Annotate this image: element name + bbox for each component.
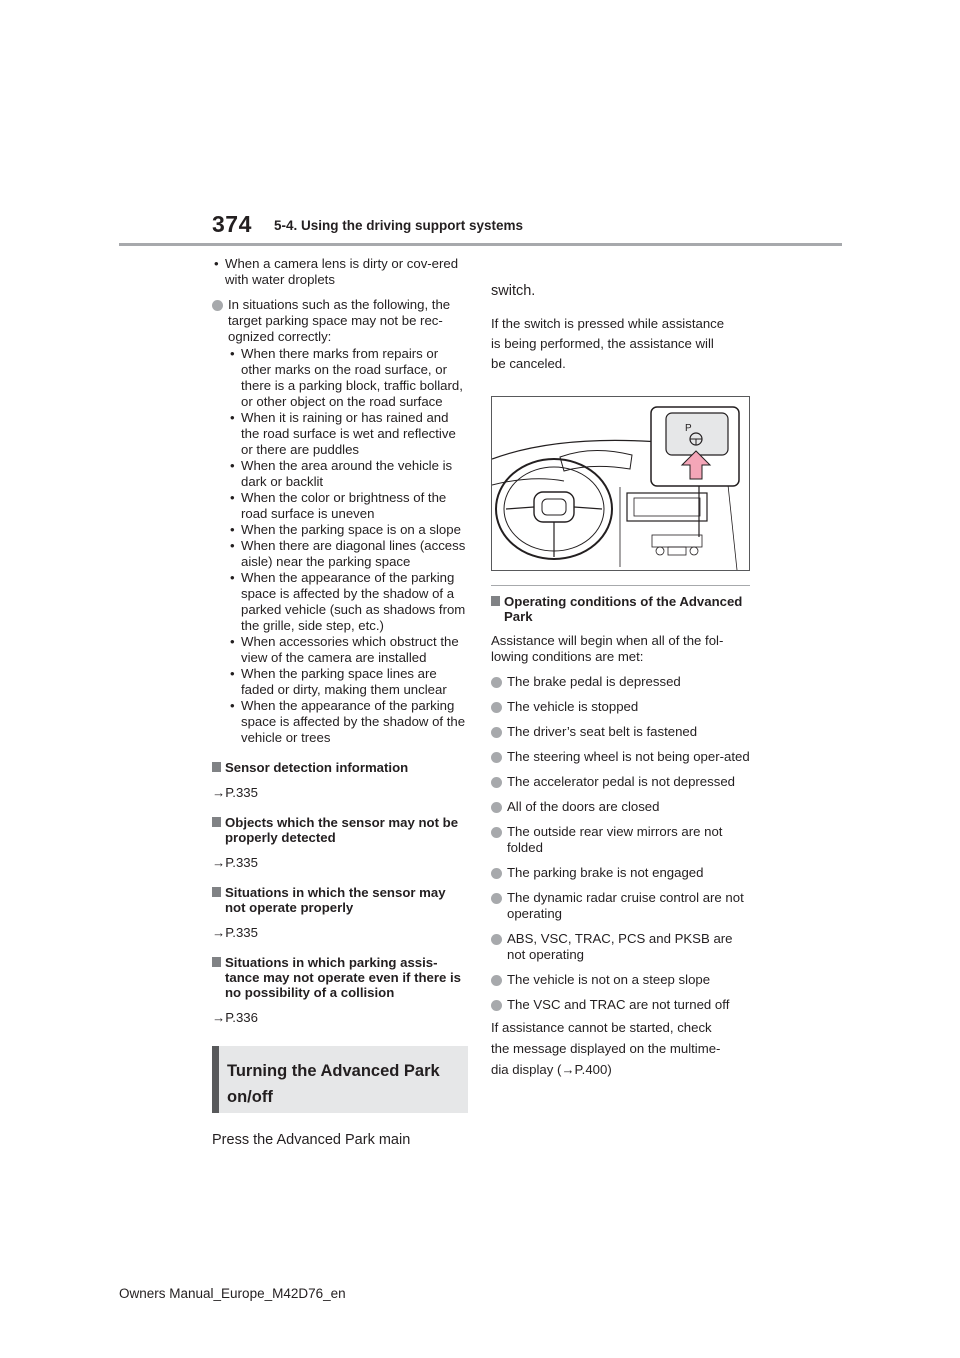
page-number: 374 [212,211,252,237]
press-instruction: Press the Advanced Park main [212,1132,411,1148]
header-rule [119,243,842,246]
page-reference-link[interactable]: →P.335 [212,925,258,940]
switch-label: P [685,422,692,434]
closing-note: If assistance cannot be started, check the message displayed on the multime- dia display (→P.400) [491,1019,721,1077]
section-heading: Sensor detection information [212,760,468,775]
section-title: 5-4. Using the driving support systems [274,218,524,233]
square-marker-icon [212,957,221,967]
page-reference-link[interactable]: →P.335 [212,855,258,870]
switch-text: switch. [491,283,536,299]
list-item: • When there marks from repairs or other marks on the road surface, or there is a parking block, traffic bollard, or other object on the road surface [228,346,468,410]
right-column [491,282,750,1080]
list-item: • When the parking space is on a slope [228,522,468,538]
sub-list [228,346,468,746]
bullet-dot-icon [491,727,502,738]
section-heading: Situations in which the sensor may not operate properly [212,885,468,915]
left-column [212,256,468,1151]
list-item: • When there are diagonal lines (access aisle) near the parking space [228,538,468,570]
list-item: • When the area around the vehicle is dark or backlit [228,458,468,490]
square-marker-icon [212,887,221,897]
page-reference-link[interactable]: →P.336 [212,1010,258,1025]
list-item: • When it is raining or has rained and the road surface is wet and reflective or there are puddles [228,410,468,458]
bullet-item: All of the doors are closed [491,799,750,815]
bullet-item: The parking brake is not engaged [491,865,750,881]
bullet-dot-icon [491,752,502,763]
bullet-item: The brake pedal is depressed [491,674,750,690]
section-heading: Situations in which parking assis-tance may not operate even if there is no possibility of a collision [212,955,468,1000]
bullet-dot-icon [491,827,502,838]
bullet-dot-icon [212,300,223,311]
bullet-item: ABS, VSC, TRAC, PCS and PKSB are not operating [491,931,750,963]
list-item: • When the appearance of the parking space is affected by the shadow of the vehicle or trees [228,698,468,746]
bullet-item: The vehicle is stopped [491,699,750,715]
bullet-item: The vehicle is not on a steep slope [491,972,750,988]
bullet-item: The dynamic radar cruise control are not operating [491,890,750,922]
square-marker-icon [491,596,500,606]
cancel-note: If the switch is pressed while assistance is being performed, the assistance will be canceled. [491,315,725,371]
figure-rule [491,585,750,586]
bullet-dot-icon [491,868,502,879]
section-heading: Objects which the sensor may not be properly detected [212,815,468,845]
dashboard-illustration-svg [492,397,749,570]
bullet-dot-icon [491,777,502,788]
bullet-item: The accelerator pedal is not depressed [491,774,750,790]
page-reference-link[interactable]: →P.335 [212,785,258,800]
bullet-dot-icon [491,702,502,713]
bullet-item [212,297,468,746]
square-marker-icon [212,762,221,772]
bullet-dot-icon [491,893,502,904]
list-item: • When a camera lens is dirty or cov-ered with water droplets [212,256,468,288]
bullet-item: The outside rear view mirrors are not folded [491,824,750,856]
square-marker-icon [212,817,221,827]
list-item: • When the appearance of the parking space is affected by the shadow of a parked vehicle (such as shadows from the grille, side step, etc.) [228,570,468,634]
bullet-dot-icon [491,934,502,945]
conditions-intro: Assistance will begin when all of the fol-lowing conditions are met: [491,632,724,664]
box-title-line: on/off [227,1088,273,1106]
list-item: • When the color or brightness of the road surface is uneven [228,490,468,522]
list-item: • When the parking space lines are faded or dirty, making them unclear [228,666,468,698]
bullet-dot-icon [491,677,502,688]
bullet-item: The VSC and TRAC are not turned off [491,997,750,1013]
bullet-intro: In situations such as the following, the target parking space may not be rec-ognized correctly: [228,297,451,344]
footer-text: Owners Manual_Europe_M42D76_en [119,1286,346,1301]
section-title-box [212,1046,468,1113]
section-heading: Operating conditions of the Advanced Park [491,594,750,624]
bullet-dot-icon [491,1000,502,1011]
list-item: • When accessories which obstruct the view of the camera are installed [228,634,468,666]
box-title-line: Turning the Advanced Park [227,1062,440,1080]
bullet-dot-icon [491,975,502,986]
dashboard-illustration [491,396,750,571]
bullet-item: The driver’s seat belt is fastened [491,724,750,740]
bullet-item: The steering wheel is not being oper-ated [491,749,750,765]
bullet-dot-icon [491,802,502,813]
